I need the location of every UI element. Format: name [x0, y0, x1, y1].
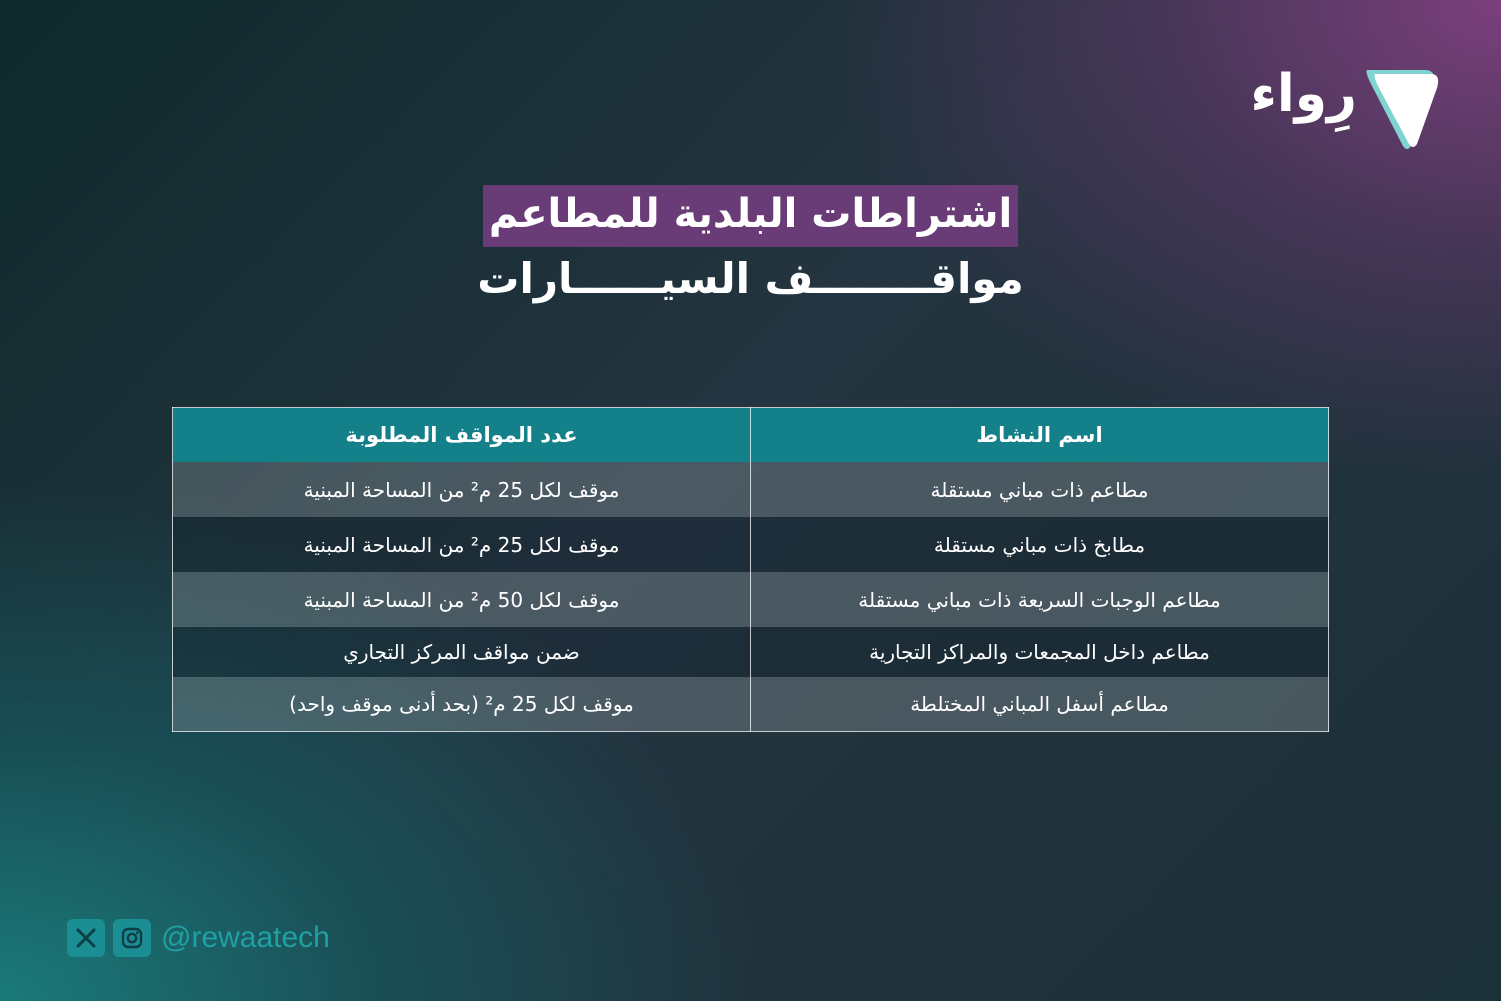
header-required-parking: عدد المواقف المطلوبة	[173, 408, 751, 463]
table-cell-activity: مطاعم داخل المجمعات والمراكز التجارية	[751, 627, 1329, 677]
rewaa-logo-mark-icon	[1361, 62, 1441, 150]
table-cell-activity: مطابخ ذات مباني مستقلة	[751, 517, 1329, 572]
table-row	[173, 572, 1329, 627]
page-title: اشتراطات البلدية للمطاعم	[483, 185, 1018, 247]
table-cell-parking: موقف لكل 25 م² (بحد أدنى موقف واحد)	[173, 677, 751, 731]
table-cell-parking: ضمن مواقف المركز التجاري	[173, 627, 751, 677]
instagram-icon[interactable]	[113, 919, 151, 957]
table-row	[173, 517, 1329, 572]
table-cell-parking: موقف لكل 50 م² من المساحة المبنية	[173, 572, 751, 627]
table-cell-activity: مطاعم الوجبات السريعة ذات مباني مستقلة	[751, 572, 1329, 627]
logo-text: رِواء	[1250, 64, 1357, 124]
table-cell-parking: موقف لكل 25 م² من المساحة المبنية	[173, 517, 751, 572]
table-row	[173, 677, 1329, 731]
social-handle[interactable]: @rewaatech	[161, 921, 330, 954]
table-row	[173, 462, 1329, 517]
table-cell-activity: مطاعم أسفل المباني المختلطة	[751, 677, 1329, 731]
social-footer	[67, 918, 330, 958]
brand-logo	[1251, 60, 1441, 150]
x-icon[interactable]	[67, 919, 105, 957]
table-row	[173, 627, 1329, 677]
table-header-row	[173, 408, 1329, 463]
parking-requirements-table	[172, 407, 1329, 732]
table-cell-parking: موقف لكل 25 م² من المساحة المبنية	[173, 462, 751, 517]
table-cell-activity: مطاعم ذات مباني مستقلة	[751, 462, 1329, 517]
header-activity-name: اسم النشاط	[751, 408, 1329, 463]
title-block	[0, 185, 1501, 305]
page-subtitle: مواقــــــــف السيــــــارات	[477, 254, 1024, 303]
